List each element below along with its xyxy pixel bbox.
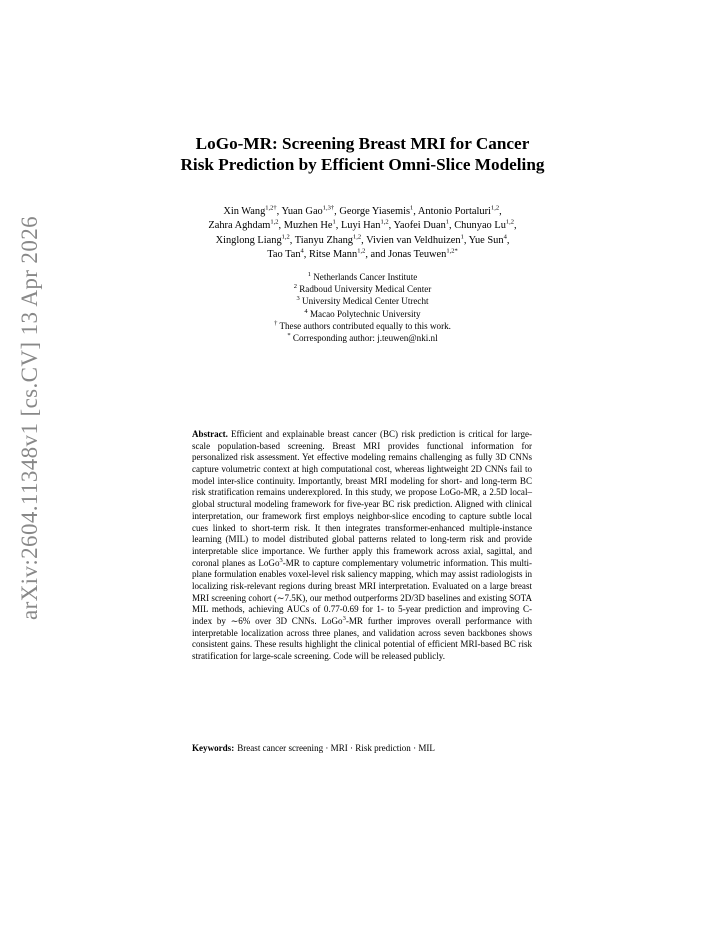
author-name: Xinglong Liang <box>215 234 282 246</box>
author-affiliation-mark: 1,2 <box>281 233 290 241</box>
author: Xin Wang$^{1,2\dagger}$, <box>223 204 282 217</box>
keywords <box>192 742 532 754</box>
title-line-2: Risk Prediction by Efficient Omni-Slice Modeling <box>180 155 545 174</box>
author-name: Tao Tan <box>267 249 301 261</box>
abstract: Abstract. Efficient and explainable breast cancer (BC) risk prediction is critical for large-scale population-based screening. Breast MRI provides functional information for personalized risk assessment. Yet effective modeling remains challenging as fully 3D CNNs capture volumetric context at high computational cost, whereas lightweight 2D CNNs fail to model inter-slice continuity. Importantly, breast MRI modeling for short- and long-term BC risk stratification remains underexplored. In this study, we propose LoGo-MR, a 2.5D local–global structural modeling framework for five-year BC risk prediction. Aligned with clinical interpretation, our framework first employs neighbor-slice encoding to capture subtle local cues linked to short-term risk. It then integrates transformer-enhanced multiple-instance learning (MIL) to model distributed global patterns related to long-term risk and provide interpretable slice importance. We further apply this framework across axial, sagittal, and coronal planes as LoGo$^3$-MR to capture complementary volumetric information. This multi-plane formulation enables voxel-level risk saliency mapping, which may assist radiologists in localizing risk-relevant regions during breast MRI interpretation. Evaluated on a large breast MRI screening cohort (∼7.5K), our method outperforms 2D/3D baselines and existing SOTA MIL methods, achieving AUCs of 0.77-0.69 for 1- to 5-year prediction and improving C-index by ∼6% over 3D CNNs. LoGo$^3$-MR further improves overall performance with interpretable localization across three planes, and validation across seven backbones shows consistent gains. These results highlight the clinical potential of efficient MRI-based BC risk stratification for large-scale screening. Code will be released publicly. <box>192 429 532 662</box>
author: Ritse Mann$^{1,2}$, and <box>308 247 389 261</box>
author-name: Tianyu Zhang <box>294 234 354 246</box>
author: Yue Sun$^4$, <box>468 233 510 246</box>
abstract-text-2: -MR to capture complementary volumetric information. This multi-plane formulation enables voxel-level risk saliency mapping, which may assist radiologists in localizing risk-relevant regions during breast MRI interpretation. Evaluated on a large breast MRI screening cohort (∼7.5K), our method outperforms 2D/3D baselines and existing SOTA MIL methods, achieving AUCs of 0.77-0.69 for 1- to 5-year prediction and improving C-index by ∼6% over 3D CNNs. LoGo <box>192 557 532 626</box>
author: Tao Tan$^4$, <box>267 247 309 261</box>
author-name: Luyi Han <box>340 220 381 232</box>
arxiv-identifier-stamp: arXiv:2604.11348v1 [cs.CV] 13 Apr 2026 <box>17 215 42 620</box>
author: Antonio Portaluri$^{1,2}$, <box>417 204 502 217</box>
author-affiliation-mark: 1,2† <box>265 204 277 212</box>
author: Tianyu Zhang$^{1,2}$, <box>294 233 367 246</box>
author-affiliation-mark: 1,3† <box>322 204 335 212</box>
author-affiliation-mark: 1 <box>460 233 464 241</box>
author-affiliation-mark: 1,2 <box>505 218 515 226</box>
author: Muzhen He$^1$, <box>283 218 341 232</box>
keywords-label: Keywords: <box>192 743 235 753</box>
author-name: Muzhen He <box>283 220 333 232</box>
affiliation-list <box>160 271 565 344</box>
author-name: Yue Sun <box>468 234 504 246</box>
author-affiliation-mark: 1,2 <box>380 218 389 226</box>
author-name: Zahra Aghdam <box>208 220 271 232</box>
author-list <box>130 205 595 263</box>
author-name: Xin Wang <box>223 206 266 217</box>
author-affiliation-mark: 1 <box>410 204 414 212</box>
author-affiliation-mark: 4 <box>300 247 304 255</box>
author: Yaofei Duan$^1$, <box>393 218 455 232</box>
author-name: Jonas Teuwen <box>388 249 447 261</box>
author: Luyi Han$^{1,2}$, <box>340 218 394 232</box>
author: Zahra Aghdam$^{1,2}$, <box>208 218 284 232</box>
keywords-text: Breast cancer screening · MRI · Risk prediction · MIL <box>237 743 435 753</box>
author: George Yiasemis$^1$, <box>339 204 418 217</box>
author-affiliation-mark: 1,2* <box>446 247 458 255</box>
affiliation: $^2$ Radboud University Medical Center <box>293 283 432 295</box>
paper-title <box>110 133 615 175</box>
author: Xinglong Liang$^{1,2}$, <box>215 233 295 246</box>
author <box>388 249 458 260</box>
author-affiliation-mark: 1,2 <box>357 247 366 255</box>
author: Chunyao Lu$^{1,2}$, <box>454 218 517 232</box>
author-affiliation-mark: 4 <box>503 233 507 241</box>
author: Vivien van Veldhuizen$^1$, <box>366 233 469 246</box>
affiliation: $^3$ University Medical Center Utrecht <box>296 295 429 307</box>
corresponding-author-note: * Corresponding author: j.teuwen@nki.nl <box>287 331 438 344</box>
author-affiliation-mark: 1,2 <box>270 218 279 226</box>
equal-contribution-note: † These authors contributed equally to this work. <box>274 319 451 331</box>
author: Yuan Gao$^{1,3\dagger}$, <box>281 204 340 217</box>
abstract-label: Abstract. <box>192 429 228 439</box>
author-name: Chunyao Lu <box>454 220 506 232</box>
author-name: Yuan Gao <box>281 206 323 217</box>
author-affiliation-mark: 1 <box>332 218 336 226</box>
author-affiliation-mark: 1,2 <box>490 204 500 212</box>
abstract-text-3: -MR further improves overall performance with interpretable localization across three planes, and validation across seven backbones shows consistent gains. These results highlight the clinical potential of efficient MRI-based BC risk stratification for large-scale screening. Code will be released publicly. <box>192 616 532 662</box>
author-affiliation-mark: 1 <box>445 218 450 226</box>
affiliation: $^4$ Macao Polytechnic University <box>304 307 421 319</box>
author-name: George Yiasemis <box>339 206 411 217</box>
author-name: Antonio Portaluri <box>417 206 491 217</box>
abstract-text-1: Efficient and explainable breast cancer (BC) risk prediction is critical for large-scale population-based screening. Breast MRI provides functional information for personalized risk assessment. Yet effective modeling remains challenging as fully 3D CNNs capture volumetric context at high computational cost, whereas lightweight 2D CNNs fail to model inter-slice continuity. Importantly, breast MRI modeling for short- and long-term BC risk stratification remains underexplored. In this study, we propose LoGo-MR, a 2.5D local–global structural modeling framework for five-year BC risk prediction. Aligned with clinical interpretation, our framework first employs neighbor-slice encoding to capture subtle local cues linked to short-term risk. It then integrates transformer-enhanced multiple-instance learning (MIL) to model distributed global patterns related to long-term risk and provide interpretable slice importance. We further apply this framework across axial, sagittal, and coronal planes as LoGo <box>192 429 532 568</box>
title-line-1: LoGo-MR: Screening Breast MRI for Cancer <box>195 134 530 153</box>
author-affiliation-mark: 1,2 <box>353 233 362 241</box>
author-name: Ritse Mann <box>308 249 358 261</box>
affiliation: $^1$ Netherlands Cancer Institute <box>307 270 418 282</box>
author-name: Vivien van Veldhuizen <box>366 234 461 246</box>
author-name: Yaofei Duan <box>393 220 446 232</box>
